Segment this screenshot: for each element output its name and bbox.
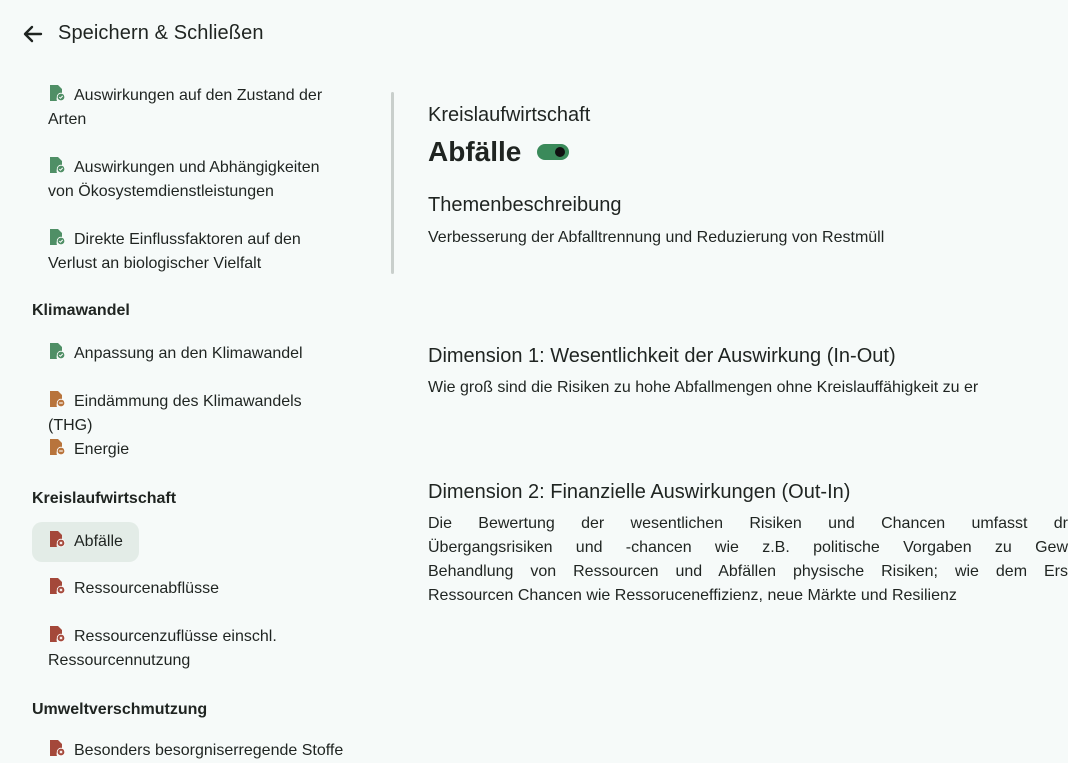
- sidebar-item-label: Auswirkungen und Abhängigkeiten von Ökosystemdienstleistungen: [48, 159, 320, 200]
- sidebar-item-label: Auswirkungen auf den Zustand der Arten: [48, 87, 323, 128]
- page-title: Abfälle: [428, 136, 522, 167]
- dimension-2-line-2: Übergangsrisiken und -chancen wie z.B. politische Vorgaben zu Gew: [428, 539, 1068, 556]
- sidebar-item[interactable]: [48, 156, 348, 204]
- file-check-icon: [48, 228, 66, 246]
- sidebar-scrollbar[interactable]: [391, 92, 394, 274]
- sidebar-item-label: Direkte Einflussfaktoren auf den Verlust an biologischer Vielfalt: [48, 231, 301, 272]
- sidebar-group-title: Klimawandel: [32, 302, 130, 319]
- sidebar-item-label: Abfälle: [74, 533, 123, 550]
- arrow-left-icon[interactable]: [22, 23, 44, 45]
- dimension-2-line-3: Behandlung von Ressourcen und Abfällen physische Risiken; wie dem Ers: [428, 563, 1068, 580]
- sidebar-item-label: Ressourcenabflüsse: [74, 580, 219, 597]
- toggle-knob: [555, 147, 565, 157]
- topic-toggle[interactable]: [537, 144, 569, 160]
- sidebar-item[interactable]: [48, 625, 348, 673]
- file-minus-icon: [48, 438, 66, 456]
- dimension-2-line-1: Die Bewertung der wesentlichen Risiken und Chancen umfasst dr: [428, 515, 1068, 532]
- sidebar-item[interactable]: [48, 390, 348, 438]
- sidebar-group-title: Umweltverschmutzung: [32, 701, 208, 718]
- file-check-icon: [48, 84, 66, 102]
- topic-detail: [428, 0, 1068, 750]
- sidebar-item[interactable]: [48, 739, 348, 763]
- sidebar-group-title: Kreislaufwirtschaft: [32, 490, 177, 507]
- sidebar-item[interactable]: [48, 577, 348, 601]
- dimension-1-text: Wie groß sind die Risiken zu hohe Abfallmengen ohne Kreislauffähigkeit zu er: [428, 379, 979, 396]
- description-heading: Themenbeschreibung: [428, 194, 622, 216]
- file-minus-icon: [48, 390, 66, 408]
- save-and-close-button[interactable]: [22, 22, 264, 45]
- file-error-icon: [48, 577, 66, 595]
- sidebar-item-label: Ressourcenzuflüsse einschl. Ressourcennutzung: [48, 628, 277, 669]
- sidebar-item[interactable]: [48, 84, 348, 132]
- sidebar-item[interactable]: [48, 342, 348, 366]
- sidebar-item[interactable]: [32, 522, 139, 562]
- title-row: [428, 136, 569, 168]
- dimension-1-heading: Dimension 1: Wesentlichkeit der Auswirkung (In-Out): [428, 345, 896, 367]
- file-error-icon: [48, 530, 66, 548]
- file-error-icon: [48, 625, 66, 643]
- file-check-icon: [48, 156, 66, 174]
- sidebar-item[interactable]: [48, 228, 348, 276]
- sidebar-item-label: Anpassung an den Klimawandel: [74, 345, 303, 362]
- dimension-2-heading: Dimension 2: Finanzielle Auswirkungen (Out-In): [428, 481, 851, 503]
- sidebar-item-label: Besonders besorgniserregende Stoffe: [74, 742, 344, 759]
- sidebar-item-label: Energie: [74, 441, 130, 458]
- dimension-2-line-4: Ressourcen Chancen wie Ressoruceneffizienz, neue Märkte und Resilienz: [428, 587, 957, 604]
- file-check-icon: [48, 342, 66, 360]
- description-text: Verbesserung der Abfalltrennung und Reduzierung von Restmüll: [428, 229, 885, 246]
- save-and-close-label: Speichern & Schließen: [58, 22, 264, 44]
- sidebar-item-label: Eindämmung des Klimawandels (THG): [48, 393, 302, 434]
- file-error-icon: [48, 739, 66, 757]
- topic-category: Kreislaufwirtschaft: [428, 104, 591, 126]
- sidebar-item[interactable]: [48, 438, 348, 462]
